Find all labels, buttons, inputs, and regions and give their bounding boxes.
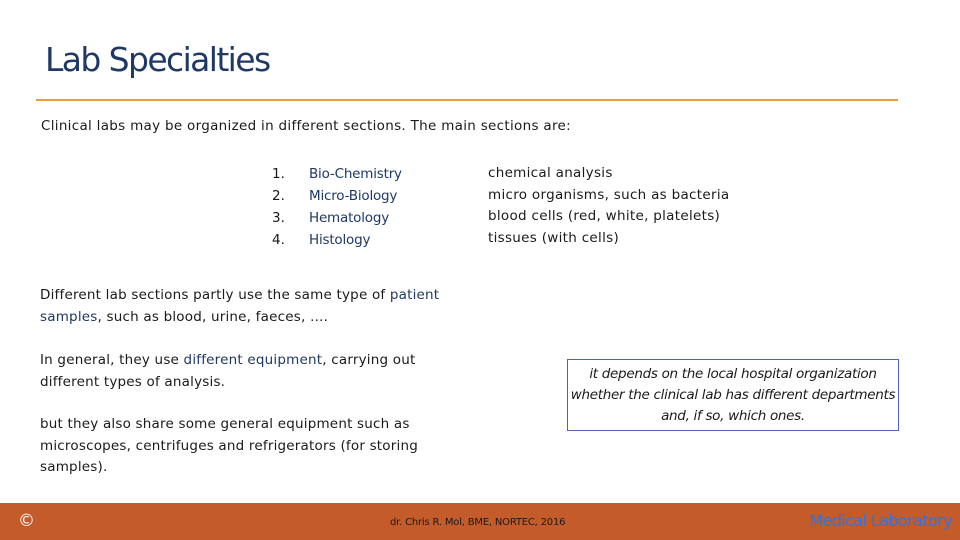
paragraph-text: Different lab sections partly use the same type of: [40, 287, 390, 303]
slide-title: Lab Specialties: [45, 40, 270, 79]
paragraph-text: , carrying out different types of analysis.: [40, 352, 416, 390]
intro-text: Clinical labs may be organized in different sections. The main sections are:: [41, 118, 571, 134]
shared-equipment-paragraph: but they also share some general equipment such as microscopes, centrifuges and refrigerators (for storing samples).: [40, 416, 418, 475]
footer-bar: [0, 503, 960, 540]
list-number: 3.: [272, 210, 285, 226]
equipment-paragraph: [40, 350, 420, 393]
section-description: micro organisms, such as bacteria: [488, 186, 730, 203]
footer-brand: Medical Laboratory: [809, 511, 952, 530]
section-name: Bio-Chemistry: [309, 166, 402, 182]
section-name: Histology: [309, 232, 371, 248]
list-item: [272, 229, 402, 251]
section-descriptions: [488, 163, 729, 249]
callout-note: it depends on the local hospital organization whether the clinical lab has different departments and, if so, which ones.: [567, 359, 899, 431]
paragraph-text: , such as blood, urine, faeces, ….: [97, 308, 329, 325]
list-number: 1.: [272, 166, 285, 182]
paragraph-text: In general, they use: [40, 352, 184, 368]
list-item: [272, 185, 402, 207]
list-number: 2.: [272, 188, 285, 204]
list-number: 4.: [272, 232, 285, 248]
footer-author: dr. Chris R. Mol, BME, NORTEC, 2016: [390, 517, 566, 528]
list-item: [272, 207, 402, 229]
title-divider: [36, 99, 898, 101]
section-description: blood cells (red, white, platelets): [488, 208, 721, 224]
samples-paragraph: [40, 285, 460, 328]
highlight-different-equipment: different equipment: [183, 352, 323, 368]
section-name: Micro-Biology: [309, 188, 398, 204]
section-list: [272, 163, 402, 251]
list-item: [272, 163, 402, 185]
section-description: chemical analysis: [488, 165, 613, 181]
highlight-patient-samples: patient samples: [40, 287, 440, 325]
section-name: Hematology: [309, 210, 390, 226]
copyright-icon: ©: [18, 511, 35, 531]
section-description: tissues (with cells): [488, 229, 620, 246]
